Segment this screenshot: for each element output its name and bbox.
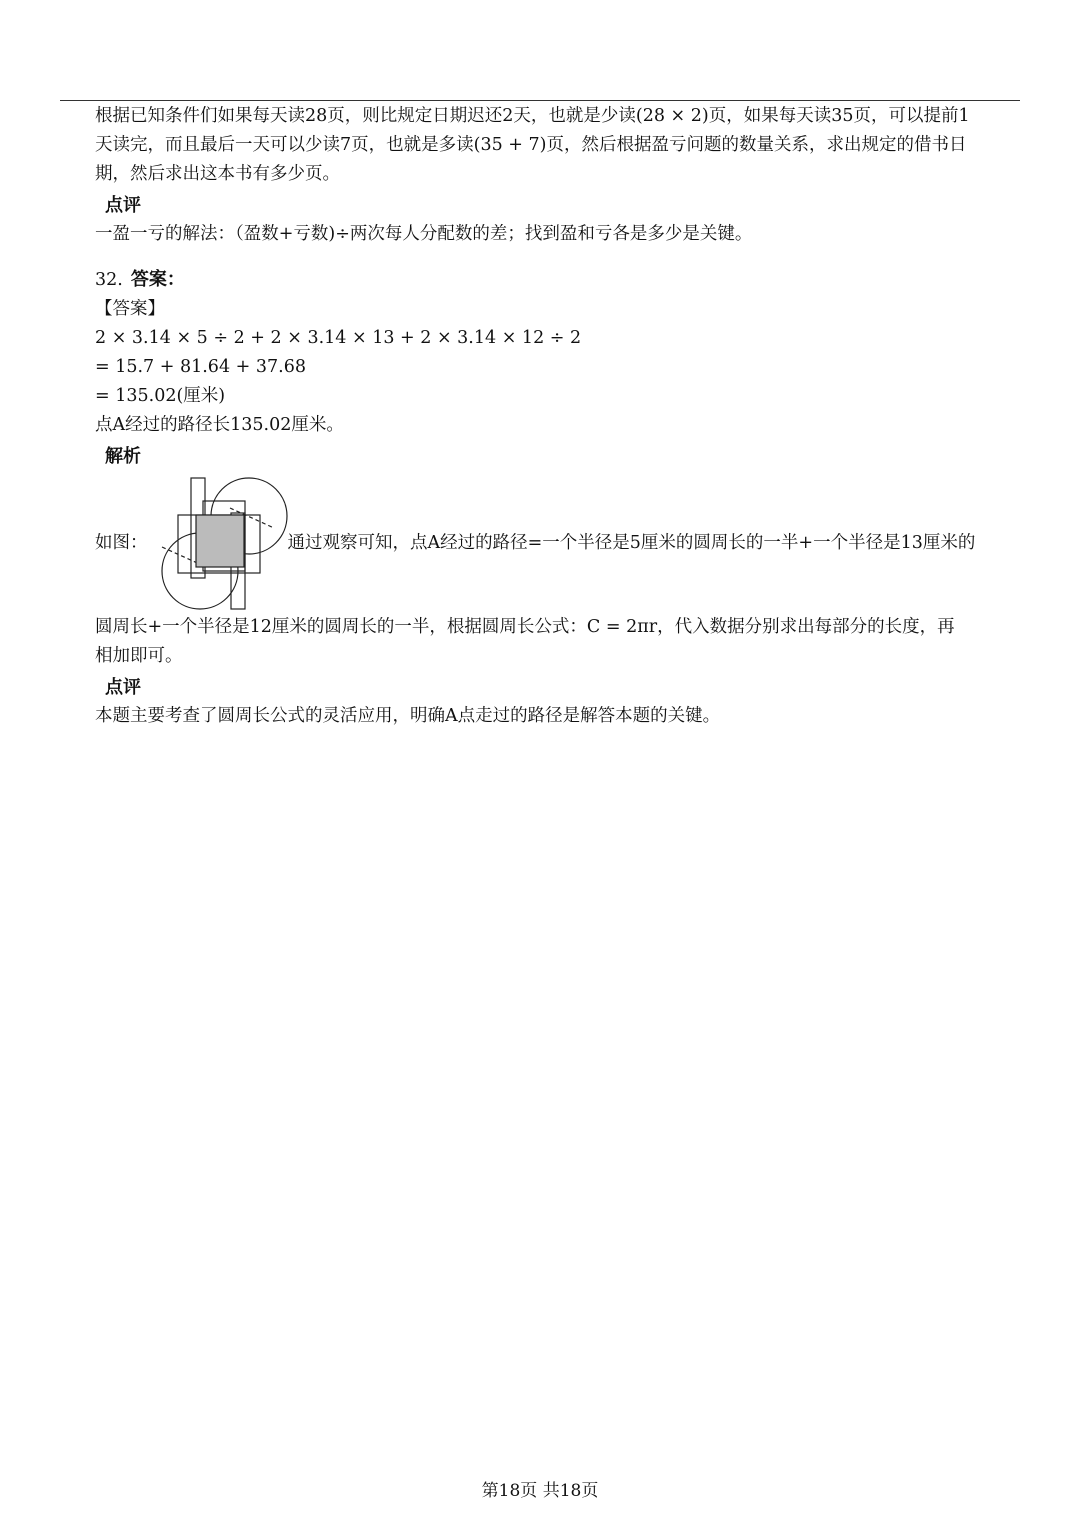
comment-text: 一盈一亏的解法：（盈数+亏数)÷两次每人分配数的差；找到盈和亏各是多少是关键。 bbox=[95, 224, 753, 244]
answer-tag: 【答案】 bbox=[95, 299, 165, 319]
figure-row bbox=[95, 473, 1040, 613]
conclusion-text: 点A经过的路径长135.02厘米。 bbox=[95, 415, 344, 435]
header-rule bbox=[60, 100, 1020, 101]
solution-line: 根据已知条件们如果每天读28页，则比规定日期迟还2天，也就是少读(28 × 2)页，如果每天读35页，可以提前1 bbox=[95, 106, 970, 126]
figure-prefix: 如图： bbox=[95, 532, 148, 553]
comment-text: 本题主要考查了圆周长公式的灵活应用，明确A点走过的路径是解答本题的关键。 bbox=[95, 706, 721, 726]
page-footer: 第18页 共18页 bbox=[481, 1481, 599, 1501]
formula-line: = 15.7 + 81.64 + 37.68 bbox=[95, 357, 306, 377]
rotation-path-svg bbox=[148, 473, 288, 613]
solution-line: 期，然后求出这本书有多少页。 bbox=[95, 164, 340, 184]
question-number: 32. bbox=[95, 270, 123, 290]
rotation-path-figure bbox=[148, 473, 288, 613]
analysis-line: 圆周长+一个半径是12厘米的圆周长的一半，根据圆周长公式：C = 2πr，代入数据分别求出每部分的长度，再 bbox=[95, 617, 955, 637]
comment-heading: 点评 bbox=[105, 677, 141, 698]
formula-line: = 135.02(厘米) bbox=[95, 386, 226, 406]
shaded-square bbox=[196, 515, 244, 567]
analysis-line: 相加即可。 bbox=[95, 646, 183, 666]
analysis-heading: 解析 bbox=[105, 446, 141, 467]
page-content bbox=[95, 102, 1040, 731]
answer-label: 答案： bbox=[130, 269, 185, 290]
solution-line: 天读完，而且最后一天可以少读7页，也就是多读(35 + 7)页，然后根据盈亏问题的数量关系，求出规定的借书日 bbox=[95, 135, 967, 155]
question-header bbox=[95, 265, 1040, 295]
comment-heading: 点评 bbox=[105, 195, 141, 216]
figure-text: 通过观察可知，点A经过的路径=一个半径是5厘米的圆周长的一半+一个半径是13厘米的 bbox=[287, 532, 976, 553]
formula-line: 2 × 3.14 × 5 ÷ 2 + 2 × 3.14 × 13 + 2 × 3.14 × 12 ÷ 2 bbox=[95, 328, 582, 348]
